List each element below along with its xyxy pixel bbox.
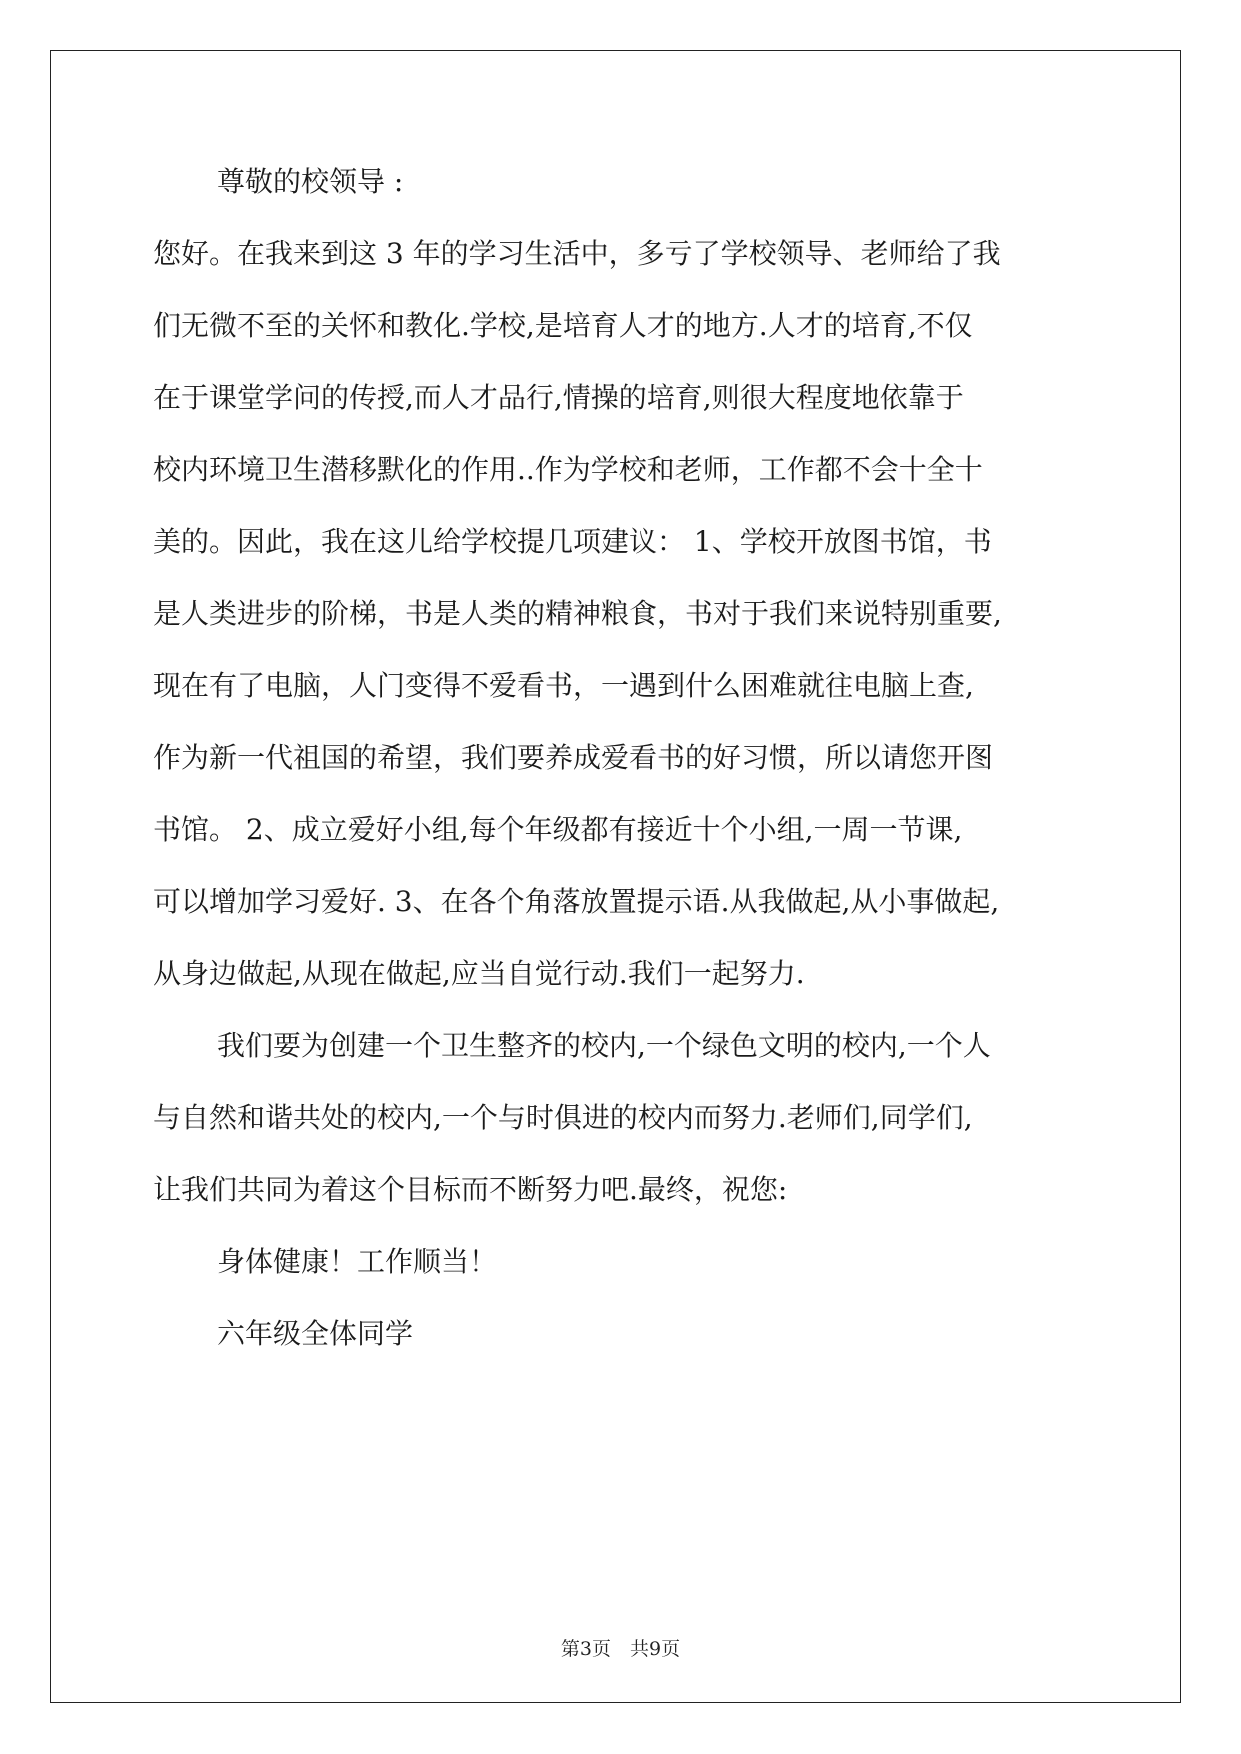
closing-wish: 身体健康！工作顺当！ — [217, 1245, 498, 1278]
paragraph-1-line: 您好。在我来到这 3 年的学习生活中，多亏了学校领导、老师给了我 — [153, 237, 1001, 270]
letter-signature: 六年级全体同学 — [217, 1317, 414, 1350]
paragraph-1-line: 在于课堂学问的传授,而人才品行,情操的培育,则很大程度地依靠于 — [153, 381, 964, 414]
paragraph-1-line: 可以增加学习爱好. 3、在各个角落放置提示语.从我做起,从小事做起, — [153, 885, 1000, 918]
paragraph-2-line: 让我们共同为着这个目标而不断努力吧.最终，祝您: — [153, 1173, 788, 1206]
paragraph-1-line: 现在有了电脑，人门变得不爱看书，一遇到什么困难就往电脑上查, — [153, 669, 974, 702]
paragraph-1-line: 书馆。 2、成立爱好小组,每个年级都有接近十个小组,一周一节课, — [153, 813, 963, 846]
letter-body — [153, 162, 1103, 1386]
paragraph-1-line: 校内环境卫生潜移默化的作用..作为学校和老师，工作都不会十全十 — [153, 453, 983, 486]
paragraph-1-line: 美的。因此，我在这儿给学校提几项建议： 1、学校开放图书馆，书 — [153, 525, 992, 558]
paragraph-1-line: 是人类进步的阶梯，书是人类的精神粮食，书对于我们来说特别重要, — [153, 597, 1002, 630]
letter-greeting: 尊敬的校领导 : — [217, 165, 404, 198]
paragraph-2-line: 与自然和谐共处的校内,一个与时俱进的校内而努力.老师们,同学们, — [153, 1101, 973, 1134]
paragraph-1-line: 们无微不至的关怀和教化.学校,是培育人才的地方.人才的培育,不仅 — [153, 309, 973, 342]
paragraph-2-line: 我们要为创建一个卫生整齐的校内,一个绿色文明的校内,一个人 — [217, 1029, 991, 1062]
paragraph-1-line: 从身边做起,从现在做起,应当自觉行动.我们一起努力. — [153, 957, 805, 990]
paragraph-1-line: 作为新一代祖国的希望，我们要养成爱看书的好习惯，所以请您开图 — [153, 741, 994, 774]
page-number: 第3页 共9页 — [560, 1638, 681, 1660]
